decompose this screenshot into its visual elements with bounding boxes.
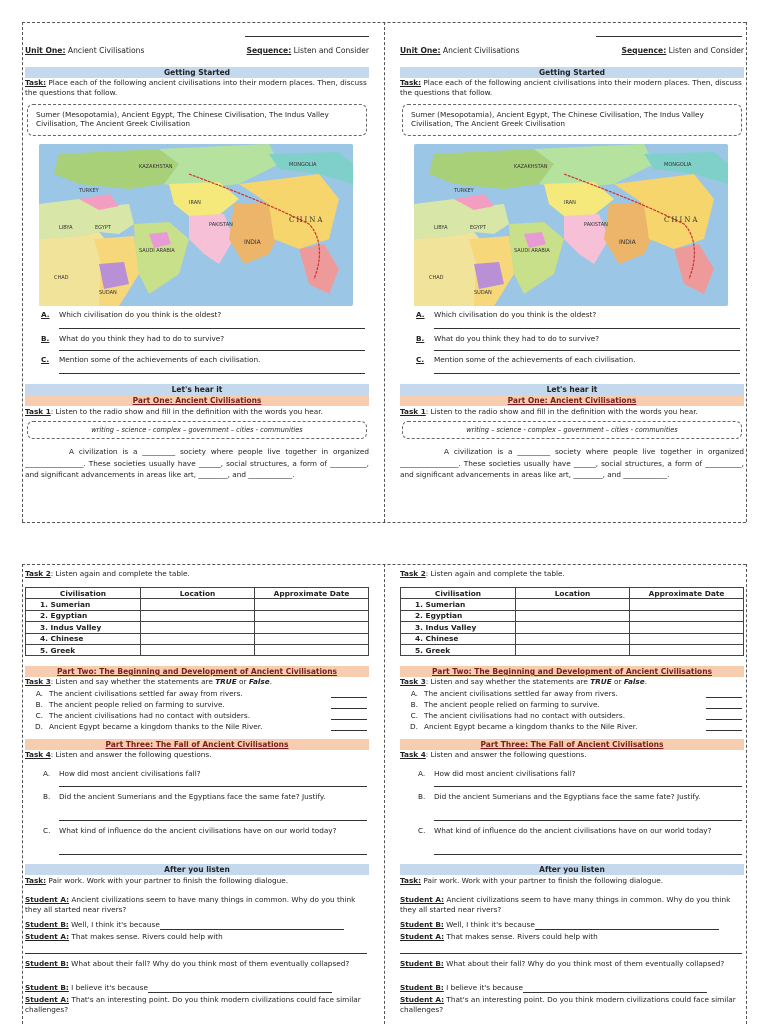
answer-line: [434, 786, 742, 787]
statement-letter: A.: [35, 689, 43, 698]
table-row: [26, 610, 369, 621]
table-row: [26, 644, 369, 655]
statement-a: [25, 688, 369, 699]
answer-line: [59, 328, 365, 329]
task1-instruction: [400, 407, 744, 417]
task3-true: TRUE: [590, 677, 612, 686]
task2-text: : Listen again and complete the table.: [425, 569, 565, 578]
task2-label: Task 2: [25, 569, 51, 578]
map-label-sudan: SUDAN: [474, 290, 492, 296]
dialogue-line: [400, 932, 744, 942]
task4-label: Task 4: [25, 750, 51, 759]
answer-line: [59, 820, 367, 821]
task3-end: .: [269, 677, 273, 686]
answer-blank[interactable]: [706, 708, 742, 709]
question-letter: C.: [43, 826, 51, 835]
question-letter: B.: [418, 792, 426, 801]
statement-letter: A.: [410, 689, 418, 698]
unit-value: Ancient Civilisations: [67, 46, 145, 55]
task3-pre: : Listen and say whether the statements are: [425, 677, 591, 686]
statement-letter: B.: [410, 700, 418, 709]
dialogue-text: That makes sense. Rivers could help with: [69, 932, 223, 941]
task4-text: : Listen and answer the following questions.: [50, 750, 212, 759]
words-box: writing – science - complex – government – cities - communities: [402, 421, 742, 439]
question-letter: C.: [416, 355, 425, 364]
dialogue-text: What about their fall? Why do you think most of them eventually collapsed?: [443, 959, 725, 968]
civ-cell: 4. Chinese: [401, 633, 516, 644]
dialogue-line: [400, 959, 744, 969]
task-label: Task:: [25, 876, 47, 885]
header-date: Approximate Date: [255, 588, 369, 599]
part-three-title: [400, 739, 744, 750]
cut-line-left-upper: [22, 22, 23, 522]
task2-instruction: [400, 569, 744, 579]
dialogue-line: [400, 995, 744, 1015]
answer-line: [59, 373, 365, 374]
dialogue-line: [25, 920, 369, 930]
answer-line[interactable]: [400, 953, 742, 954]
part-two-label: Part Two: The Beginning and Development of Ancient Civilisations: [431, 667, 713, 676]
dialogue-text: I believe it's because: [443, 983, 523, 992]
table-row: [26, 622, 369, 633]
location-cell[interactable]: [141, 633, 255, 644]
statement-d: [25, 721, 369, 732]
unit-header: [400, 43, 744, 55]
date-cell[interactable]: [630, 599, 744, 610]
answer-line: [59, 854, 367, 855]
dialogue-text: I believe it's because: [68, 983, 148, 992]
dialogue-text: What about their fall? Why do you think most of them eventually collapsed?: [68, 959, 350, 968]
task1-label: Task 1: [25, 407, 51, 416]
task2-text: : Listen again and complete the table.: [50, 569, 190, 578]
task1-instruction: [25, 407, 369, 417]
name-line: [596, 36, 742, 37]
civilisations-box: Sumer (Mesopotamia), Ancient Egypt, The Chinese Civilisation, The Indus Valley Civilisation, The Ancient Greek Civilisation: [27, 104, 367, 136]
question-letter: B.: [416, 334, 425, 343]
task3-true: TRUE: [215, 677, 237, 686]
civilisation-table: [25, 587, 369, 656]
question-text: Mention some of the achievements of each civilisation.: [434, 355, 636, 364]
map-label-egypt: EGYPT: [95, 225, 111, 231]
dialogue-text: That's an interesting point. Do you think modern civilizations could face similar challenges?: [400, 995, 736, 1014]
task4-question-b: [25, 792, 369, 801]
table-row: [26, 633, 369, 644]
cut-line-right-upper: [746, 22, 747, 522]
ancient-world-map: [39, 144, 353, 306]
getting-started-title: Getting Started: [25, 67, 369, 78]
dialogue-line: [400, 983, 744, 993]
question-text: What do you think they had to do to survive?: [59, 334, 225, 343]
map-label-turkey: TURKEY: [79, 188, 99, 194]
question-letter: A.: [43, 769, 51, 778]
location-cell[interactable]: [516, 610, 630, 621]
getting-started-task: [25, 78, 369, 97]
unit-label: Unit One:: [25, 46, 66, 55]
table-header-row: [26, 588, 369, 599]
task-label: Task:: [25, 78, 47, 87]
location-cell[interactable]: [141, 610, 255, 621]
map-label-mongolia: MONGOLIA: [289, 162, 317, 168]
statement-b: [25, 699, 369, 710]
speaker-label: Student A:: [25, 895, 70, 904]
task-text: Pair work. Work with your partner to finish the following dialogue.: [421, 876, 664, 885]
map-label-china: CHINA: [664, 216, 700, 224]
statement-text: Ancient Egypt became a kingdom thanks to the Nile River.: [424, 722, 638, 731]
dialogue-line: [25, 932, 369, 942]
task-text: Pair work. Work with your partner to finish the following dialogue.: [46, 876, 289, 885]
after-listen-task: [25, 876, 369, 886]
getting-started-task: [400, 78, 744, 97]
question-text: Which civilisation do you think is the oldest?: [59, 310, 222, 319]
map-label-chad: CHAD: [54, 275, 69, 281]
date-cell[interactable]: [255, 610, 369, 621]
task4-question-c: [25, 826, 369, 835]
task1-text: : Listen to the radio show and fill in the definition with the words you hear.: [50, 407, 323, 416]
part-three-label: Part Three: The Fall of Ancient Civilisations: [105, 740, 289, 749]
table-header-row: [401, 588, 744, 599]
speaker-label: Student A:: [400, 932, 445, 941]
sequence-value: Listen and Consider: [668, 46, 744, 55]
task-text: Place each of the following ancient civilisations into their modern places. Then, discuss the questions that follow.: [25, 78, 367, 97]
dialogue-text: Well, I think it's because: [443, 920, 535, 929]
answer-blank[interactable]: [331, 719, 367, 720]
question-c: [400, 355, 744, 364]
question-text: How did most ancient civilisations fall?: [59, 769, 201, 778]
question-c: [25, 355, 369, 364]
statement-a: [400, 688, 744, 699]
task-text: Place each of the following ancient civilisations into their modern places. Then, discuss the questions that follow.: [400, 78, 742, 97]
question-text: What kind of influence do the ancient civilisations have on our world today?: [434, 826, 712, 835]
location-cell[interactable]: [516, 622, 630, 633]
dialogue-text: Ancient civilizations seem to have many things in common. Why do you think they all started near rivers?: [400, 895, 731, 914]
task4-question-a: [400, 769, 744, 778]
task3-label: Task 3: [25, 677, 51, 686]
unit-header: [25, 43, 369, 55]
civ-cell: 2. Egyptian: [401, 610, 516, 621]
answer-blank[interactable]: [706, 697, 742, 698]
date-cell[interactable]: [630, 633, 744, 644]
definition-paragraph: A civilization is a _________ society where people live together in organized ________________. These societies usually have ______, social structures, a form of __________, and significant advancements in areas like art, ________, and ____________.: [25, 447, 369, 479]
task4-question-c: [400, 826, 744, 835]
speaker-label: Student B:: [400, 920, 444, 929]
task3-instruction: [400, 677, 744, 687]
dialogue-blank[interactable]: [148, 985, 332, 993]
task4-instruction: [25, 750, 369, 760]
question-text: What kind of influence do the ancient civilisations have on our world today?: [59, 826, 337, 835]
header-location: Location: [516, 588, 630, 599]
statement-text: The ancient people relied on farming to survive.: [424, 700, 600, 709]
statement-text: The ancient people relied on farming to survive.: [49, 700, 225, 709]
question-a: [400, 310, 744, 319]
question-letter: B.: [43, 792, 51, 801]
dialogue-line: [25, 895, 369, 915]
statement-text: The ancient civilisations settled far away from rivers.: [49, 689, 243, 698]
part-two-title: [400, 666, 744, 677]
statement-letter: D.: [35, 722, 43, 731]
answer-blank[interactable]: [706, 719, 742, 720]
unit-value: Ancient Civilisations: [442, 46, 520, 55]
ancient-world-map: [414, 144, 728, 306]
worksheet-bottom-right: [400, 566, 744, 1024]
question-letter: A.: [416, 310, 425, 319]
speaker-label: Student B:: [25, 983, 69, 992]
answer-line: [434, 854, 742, 855]
map-label-india: INDIA: [619, 239, 636, 246]
map-label-egypt: EGYPT: [470, 225, 486, 231]
header-civilisation: Civilisation: [26, 588, 141, 599]
speaker-label: Student B:: [25, 959, 69, 968]
location-cell[interactable]: [141, 644, 255, 655]
date-cell[interactable]: [630, 622, 744, 633]
part-two-title: [25, 666, 369, 677]
table-row: [401, 644, 744, 655]
question-letter: A.: [41, 310, 50, 319]
statement-d: [400, 721, 744, 732]
table-row: [401, 610, 744, 621]
civ-cell: 4. Chinese: [26, 633, 141, 644]
part-two-label: Part Two: The Beginning and Development of Ancient Civilisations: [56, 667, 338, 676]
map-label-chad: CHAD: [429, 275, 444, 281]
table-row: [401, 633, 744, 644]
statement-letter: B.: [35, 700, 43, 709]
table-row: [26, 599, 369, 610]
answer-line: [434, 328, 740, 329]
task1-text: : Listen to the radio show and fill in the definition with the words you hear.: [425, 407, 698, 416]
dialogue-blank[interactable]: [523, 985, 707, 993]
question-text: Mention some of the achievements of each civilisation.: [59, 355, 261, 364]
map-label-turkey: TURKEY: [454, 188, 474, 194]
answer-line: [59, 350, 365, 351]
map-image: [39, 144, 353, 306]
location-cell[interactable]: [516, 633, 630, 644]
dialogue-text: That's an interesting point. Do you think modern civilizations could face similar challenges?: [25, 995, 361, 1014]
part-one-label: Part One: Ancient Civilisations: [132, 396, 262, 405]
task3-pre: : Listen and say whether the statements are: [50, 677, 216, 686]
map-label-pakistan: PAKISTAN: [584, 222, 608, 228]
speaker-label: Student A:: [400, 995, 445, 1004]
civ-cell: 1. Sumerian: [26, 599, 141, 610]
part-one-title: [25, 395, 369, 406]
answer-line: [434, 350, 740, 351]
words-box: writing – science - complex – government – cities - communities: [27, 421, 367, 439]
question-letter: C.: [418, 826, 426, 835]
location-cell[interactable]: [516, 644, 630, 655]
date-cell[interactable]: [630, 610, 744, 621]
statement-text: The ancient civilisations settled far away from rivers.: [424, 689, 618, 698]
task4-question-a: [25, 769, 369, 778]
question-letter: B.: [41, 334, 50, 343]
after-listen-title: After you listen: [400, 864, 744, 875]
statement-c: [25, 710, 369, 721]
answer-blank[interactable]: [706, 730, 742, 731]
task2-label: Task 2: [400, 569, 426, 578]
task3-or: or: [236, 677, 249, 686]
civ-cell: 3. Indus Valley: [401, 622, 516, 633]
dialogue-text: That makes sense. Rivers could help with: [444, 932, 598, 941]
task3-or: or: [611, 677, 624, 686]
header-date: Approximate Date: [630, 588, 744, 599]
statement-text: The ancient civilisations had no contact with outsiders.: [49, 711, 251, 720]
statement-c: [400, 710, 744, 721]
statement-text: The ancient civilisations had no contact with outsiders.: [424, 711, 626, 720]
question-text: Which civilisation do you think is the oldest?: [434, 310, 597, 319]
worksheet-top-left: [25, 26, 369, 520]
answer-line: [59, 786, 367, 787]
dialogue-blank[interactable]: [535, 922, 719, 930]
question-text: How did most ancient civilisations fall?: [434, 769, 576, 778]
map-label-iran: IRAN: [189, 200, 201, 206]
speaker-label: Student A:: [25, 932, 70, 941]
dialogue-line: [25, 995, 369, 1015]
cut-line-left-lower: [22, 564, 23, 1024]
cut-line-right-lower: [746, 564, 747, 1024]
header-civilisation: Civilisation: [401, 588, 516, 599]
civ-cell: 3. Indus Valley: [26, 622, 141, 633]
name-line: [245, 36, 369, 37]
dialogue-text: Ancient civilizations seem to have many things in common. Why do you think they all started near rivers?: [25, 895, 356, 914]
map-image: [414, 144, 728, 306]
civ-cell: 5. Greek: [401, 644, 516, 655]
task4-text: : Listen and answer the following questions.: [425, 750, 587, 759]
statement-letter: C.: [35, 711, 43, 720]
dialogue-text: Well, I think it's because: [68, 920, 160, 929]
task2-instruction: [25, 569, 369, 579]
task4-question-b: [400, 792, 744, 801]
map-label-saudi: SAUDI ARABIA: [514, 248, 550, 254]
map-label-india: INDIA: [244, 239, 261, 246]
task4-instruction: [400, 750, 744, 760]
civilisation-table: [400, 587, 744, 656]
speaker-label: Student B:: [400, 983, 444, 992]
task-label: Task:: [400, 876, 422, 885]
location-cell[interactable]: [141, 599, 255, 610]
statement-text: Ancient Egypt became a kingdom thanks to the Nile River.: [49, 722, 263, 731]
speaker-label: Student B:: [400, 959, 444, 968]
civ-cell: 2. Egyptian: [26, 610, 141, 621]
part-three-title: [25, 739, 369, 750]
civilisations-box: Sumer (Mesopotamia), Ancient Egypt, The Chinese Civilisation, The Indus Valley Civilisation, The Ancient Greek Civilisation: [402, 104, 742, 136]
worksheet-top-right: [400, 26, 744, 520]
question-text: Did the ancient Sumerians and the Egyptians face the same fate? Justify.: [434, 792, 701, 801]
date-cell[interactable]: [630, 644, 744, 655]
date-cell[interactable]: [255, 644, 369, 655]
statement-letter: C.: [410, 711, 418, 720]
map-label-saudi: SAUDI ARABIA: [139, 248, 175, 254]
worksheet-bottom-left: [25, 566, 369, 1024]
answer-blank[interactable]: [331, 730, 367, 731]
getting-started-title: Getting Started: [400, 67, 744, 78]
question-a: [25, 310, 369, 319]
map-label-pakistan: PAKISTAN: [209, 222, 233, 228]
map-label-kazakhstan: KAZAKHSTAN: [514, 164, 548, 170]
sequence-label: Sequence:: [246, 46, 292, 55]
civ-cell: 1. Sumerian: [401, 599, 516, 610]
question-letter: A.: [418, 769, 426, 778]
dialogue-line: [25, 983, 369, 993]
question-letter: C.: [41, 355, 50, 364]
task3-false: False: [623, 677, 645, 686]
cut-line-center-upper: [384, 22, 385, 522]
answer-line: [434, 820, 742, 821]
map-label-iran: IRAN: [564, 200, 576, 206]
question-b: [25, 334, 369, 343]
map-label-libya: LIBYA: [59, 225, 73, 231]
date-cell[interactable]: [255, 622, 369, 633]
answer-line: [434, 373, 740, 374]
map-label-libya: LIBYA: [434, 225, 448, 231]
speaker-label: Student A:: [25, 995, 70, 1004]
question-text: Did the ancient Sumerians and the Egyptians face the same fate? Justify.: [59, 792, 326, 801]
sequence-value: Listen and Consider: [293, 46, 369, 55]
location-cell[interactable]: [516, 599, 630, 610]
answer-line[interactable]: [25, 953, 367, 954]
cut-line-middle-upper: [22, 522, 746, 523]
date-cell[interactable]: [255, 599, 369, 610]
task3-instruction: [25, 677, 369, 687]
task3-end: .: [644, 677, 648, 686]
dialogue-line: [400, 895, 744, 915]
lets-hear-title: Let's hear it: [400, 384, 744, 395]
task3-false: False: [248, 677, 270, 686]
task1-label: Task 1: [400, 407, 426, 416]
task3-label: Task 3: [400, 677, 426, 686]
after-listen-title: After you listen: [25, 864, 369, 875]
task-label: Task:: [400, 78, 422, 87]
after-listen-task: [400, 876, 744, 886]
question-text: What do you think they had to do to survive?: [434, 334, 600, 343]
part-one-label: Part One: Ancient Civilisations: [507, 396, 637, 405]
map-label-kazakhstan: KAZAKHSTAN: [139, 164, 173, 170]
speaker-label: Student B:: [25, 920, 69, 929]
statement-letter: D.: [410, 722, 418, 731]
civ-cell: 5. Greek: [26, 644, 141, 655]
header-location: Location: [141, 588, 255, 599]
date-cell[interactable]: [255, 633, 369, 644]
location-cell[interactable]: [141, 622, 255, 633]
dialogue-line: [400, 920, 744, 930]
part-three-label: Part Three: The Fall of Ancient Civilisations: [480, 740, 664, 749]
cut-line-center-lower: [384, 564, 385, 1024]
dialogue-blank[interactable]: [160, 922, 344, 930]
question-b: [400, 334, 744, 343]
definition-paragraph: A civilization is a _________ society where people live together in organized ________________. These societies usually have ______, social structures, a form of __________, and significant advancements in areas like art, ________, and ____________.: [400, 447, 744, 479]
map-label-mongolia: MONGOLIA: [664, 162, 692, 168]
lets-hear-title: Let's hear it: [25, 384, 369, 395]
task4-label: Task 4: [400, 750, 426, 759]
unit-label: Unit One:: [400, 46, 441, 55]
answer-blank[interactable]: [331, 708, 367, 709]
map-label-china: CHINA: [289, 216, 325, 224]
answer-blank[interactable]: [331, 697, 367, 698]
table-row: [401, 599, 744, 610]
map-label-sudan: SUDAN: [99, 290, 117, 296]
table-row: [401, 622, 744, 633]
statement-b: [400, 699, 744, 710]
sequence-label: Sequence:: [621, 46, 667, 55]
speaker-label: Student A:: [400, 895, 445, 904]
dialogue-line: [25, 959, 369, 969]
part-one-title: [400, 395, 744, 406]
